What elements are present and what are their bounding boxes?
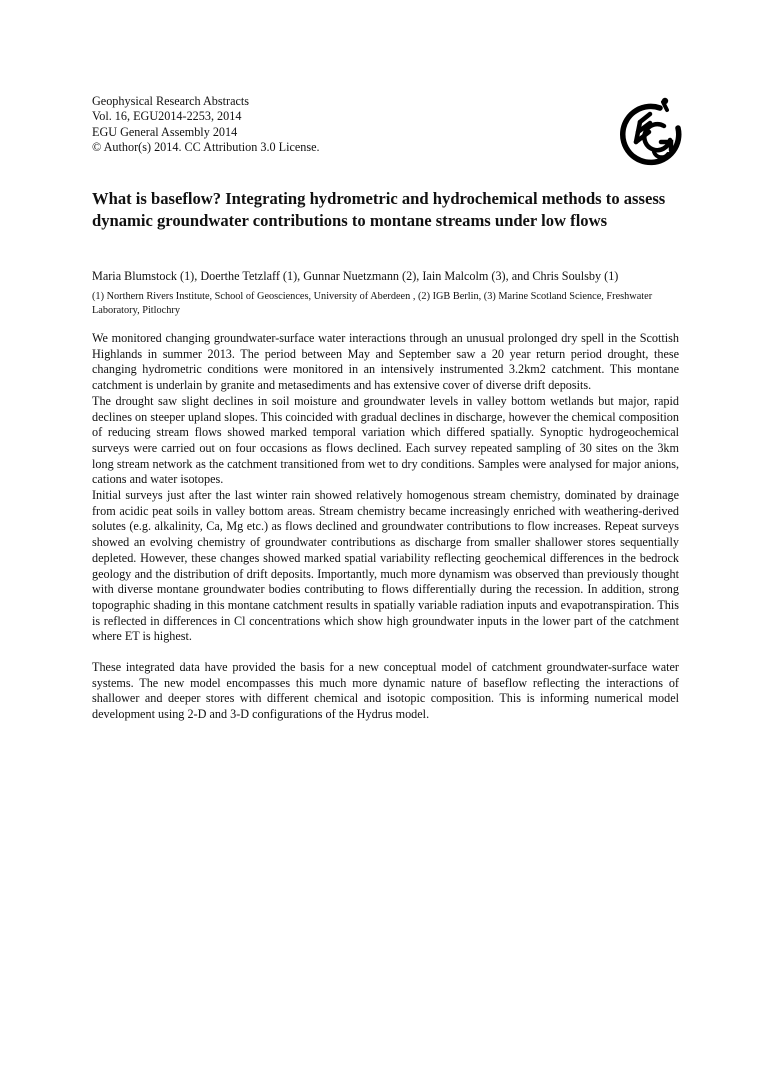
abstract-paragraph: These integrated data have provided the basis for a new conceptual model of catchment groundwater-surface water systems. The new model encompasses this much more dynamic nature of baseflow reflecting the interactions of shallower and deeper stores with different chemical and isotopic composition. This is informing numerical model development using 2-D and 3-D configurations of the Hydrus model. bbox=[92, 660, 679, 722]
egu-logo bbox=[616, 96, 688, 172]
affiliations: (1) Northern Rivers Institute, School of Geosciences, University of Aberdeen , (2) IGB Berlin, (3) Marine Scotland Science, Freshwater Laboratory, Pitlochry bbox=[92, 291, 653, 317]
journal-name: Geophysical Research Abstracts bbox=[92, 94, 250, 108]
abstract-paragraph: The drought saw slight declines in soil moisture and groundwater levels in valley bottom wetlands but major, rapid declines on steeper upland slopes. This coincided with gradual declines in discharge, however the chemical composition of reducing stream flows showed marked temporal variation which differed spatially. Synoptic hydrogeochemical surveys were carried out on four occasions as flows declined. Each survey repeated sampling of 30 sites on the 3km long stream network as the catchment transitioned from wet to dry conditions. Samples were analysed for major anions, cations and water isotopes. bbox=[92, 393, 679, 487]
paper-title: What is baseflow? Integrating hydrometric and hydrochemical methods to assess dynamic groundwater contributions to montane streams under low flows bbox=[92, 189, 666, 230]
license-notice: © Author(s) 2014. CC Attribution 3.0 License. bbox=[92, 140, 320, 155]
abstract-paragraph: We monitored changing groundwater-surface water interactions through an unusual prolonged dry spell in the Scottish Highlands in summer 2013. The period between May and September saw a 20 year return period drought, these changing hydrometric conditions were monitored in an intensively instrumented 3.2km2 catchment. This montane catchment is underlain by granite and metasediments and has extensive cover of diverse drift deposits. bbox=[92, 331, 679, 393]
publication-header bbox=[92, 94, 320, 156]
assembly-name: EGU General Assembly 2014 bbox=[92, 124, 238, 139]
egu-logo-icon bbox=[616, 96, 688, 172]
volume-info: Vol. 16, EGU2014-2253, 2014 bbox=[92, 109, 242, 124]
abstract-paragraph: Initial surveys just after the last winter rain showed relatively homogenous stream chemistry, dominated by drainage from acidic peat soils in valley bottom areas. Stream chemistry became increasingly enriched with weathering-derived solutes (e.g. alkalinity, Ca, Mg etc.) as flows declined and groundwater contributions to flow increases. Repeat surveys showed an evolving chemistry of groundwater contributions as discharge from smaller shallower stores sequentially depleted. However, these changes showed marked spatial variability reflecting geochemical differences in the bedrock geology and the distribution of drift deposits. Importantly, much more dynamism was observed than previously thought with diverse montane groundwater bodies contributing to flows differentially during the recession. In addition, strong topographic shading in this montane catchment results in spatially variable radiation inputs and evapotranspiration. This is reflected in differences in Cl concentrations which show high groundwater inputs in the lower part of the catchment where ET is highest. bbox=[92, 488, 679, 644]
abstract-body bbox=[92, 331, 679, 723]
author-list: Maria Blumstock (1), Doerthe Tetzlaff (1), Gunnar Nuetzmann (2), Iain Malcolm (3), and Chris Soulsby (1) bbox=[92, 269, 619, 283]
